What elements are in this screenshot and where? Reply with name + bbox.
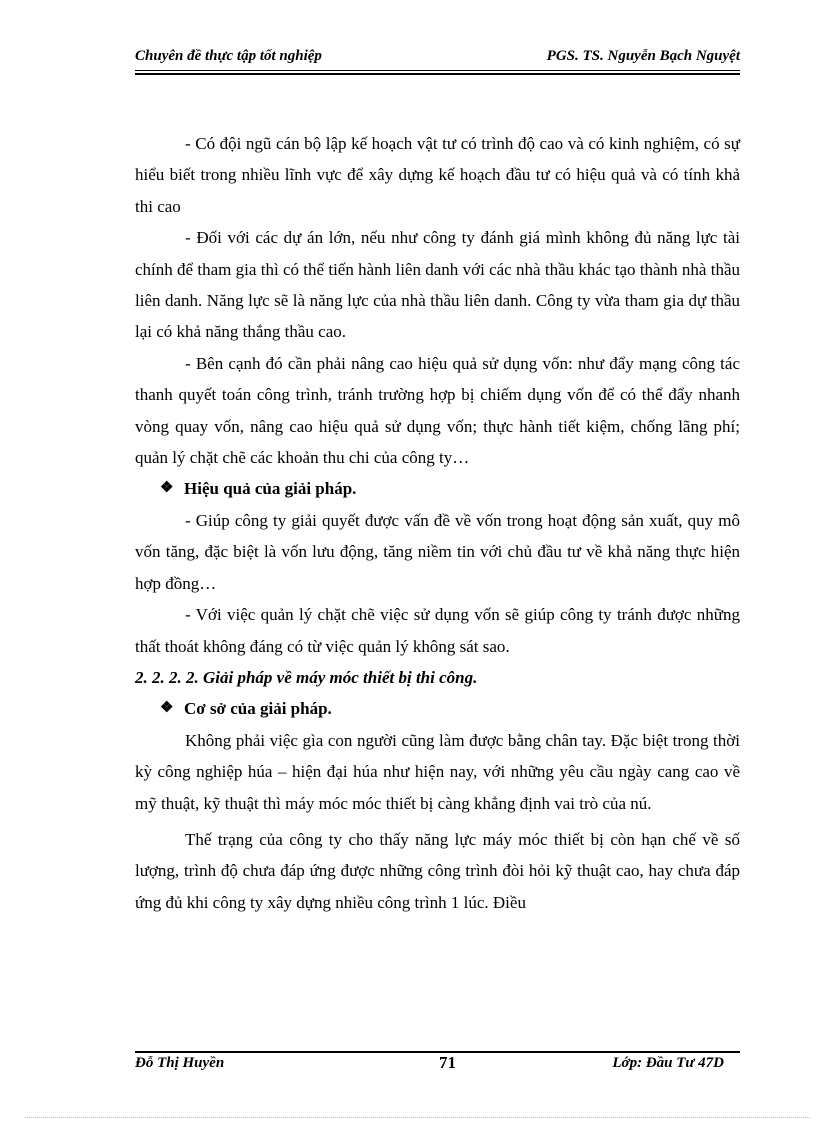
section-heading: 2. 2. 2. 2. Giải pháp về máy móc thiết bị thi công.	[135, 667, 478, 687]
paragraph: Không phải việc gìa con người cũng làm được bằng chân tay. Đặc biệt trong thời kỳ công nghiệp húa – hiện đại húa như hiện nay, với những yêu cầu ngày cang cao về mỹ thuật, kỹ thuật thì máy móc móc thiết bị càng khẳng định vai trò của nú.	[135, 730, 740, 813]
footer-rule	[135, 1051, 740, 1053]
paragraph: - Với việc quản lý chặt chẽ việc sử dụng vốn sẽ giúp công ty tránh được những thất thoát không đáng có từ việc quản lý không sát sao.	[135, 605, 740, 656]
bullet-heading-text: Hiệu quả của giải pháp.	[184, 479, 357, 499]
bullet-heading	[135, 693, 740, 724]
paragraph: - Bên cạnh đó cần phải nâng cao hiệu quả sử dụng vốn: như đẩy mạng công tác thanh quyết toán công trình, tránh trường hợp bị chiếm dụng vốn để có thể đẩy nhanh vòng quay vốn, nâng cao hiệu quả sử dụng vốn; thực hành tiết kiệm, chống lãng phí; quản lý chặt chẽ các khoản thu chi của công ty…	[135, 353, 740, 468]
diamond-bullet-icon: ❖	[160, 700, 174, 717]
footer-class: Lớp: Đầu Tư 47D	[612, 1055, 724, 1071]
diamond-bullet-icon: ❖	[160, 480, 174, 497]
page-header	[135, 48, 740, 70]
document-body	[135, 128, 740, 918]
footer-student: Đỗ Thị Huyền	[135, 1055, 225, 1071]
bullet-heading-text: Cơ sở của giải pháp.	[184, 699, 332, 719]
header-rule	[135, 70, 740, 71]
paragraph: - Giúp công ty giải quyết được vấn đề về vốn trong hoạt động sản xuất, quy mô vốn tăng, đặc biệt là vốn lưu động, tăng niềm tin với chủ đầu tư về khả năng thực hiện hợp đồng…	[135, 510, 740, 593]
paragraph: Thế trạng của công ty cho thấy năng lực máy móc thiết bị còn hạn chế về số lượng, trình độ chưa đáp ứng được những công trình đòi hỏi kỹ thuật cao, hay chưa đáp ứng đủ khi công ty xây dựng nhiều công trình 1 lúc. Điều	[135, 829, 740, 912]
page-edge-dotted-line	[25, 1117, 810, 1119]
bullet-heading	[135, 473, 740, 504]
page-footer	[135, 1055, 740, 1077]
page-number: 71	[439, 1053, 456, 1072]
header-rule-thick	[135, 73, 740, 75]
header-author: PGS. TS. Nguyễn Bạch Nguyệt	[546, 48, 740, 64]
header-title: Chuyên đề thực tập tốt nghiệp	[135, 48, 322, 64]
paragraph: - Đối với các dự án lớn, nếu như công ty đánh giá mình không đủ năng lực tài chính để tham gia thì có thể tiến hành liên danh với các nhà thầu khác tạo thành nhà thầu liên danh. Năng lực sẽ là năng lực của nhà thầu liên danh. Công ty vừa tham gia dự thầu lại có khả năng thắng thầu cao.	[135, 228, 740, 342]
paragraph: - Có đội ngũ cán bộ lập kế hoạch vật tư có trình độ cao và có kinh nghiệm, có sự hiểu biết trong nhiều lĩnh vực để xây dựng kế hoạch đầu tư có hiệu quả và có tính khả thi cao	[135, 134, 740, 216]
